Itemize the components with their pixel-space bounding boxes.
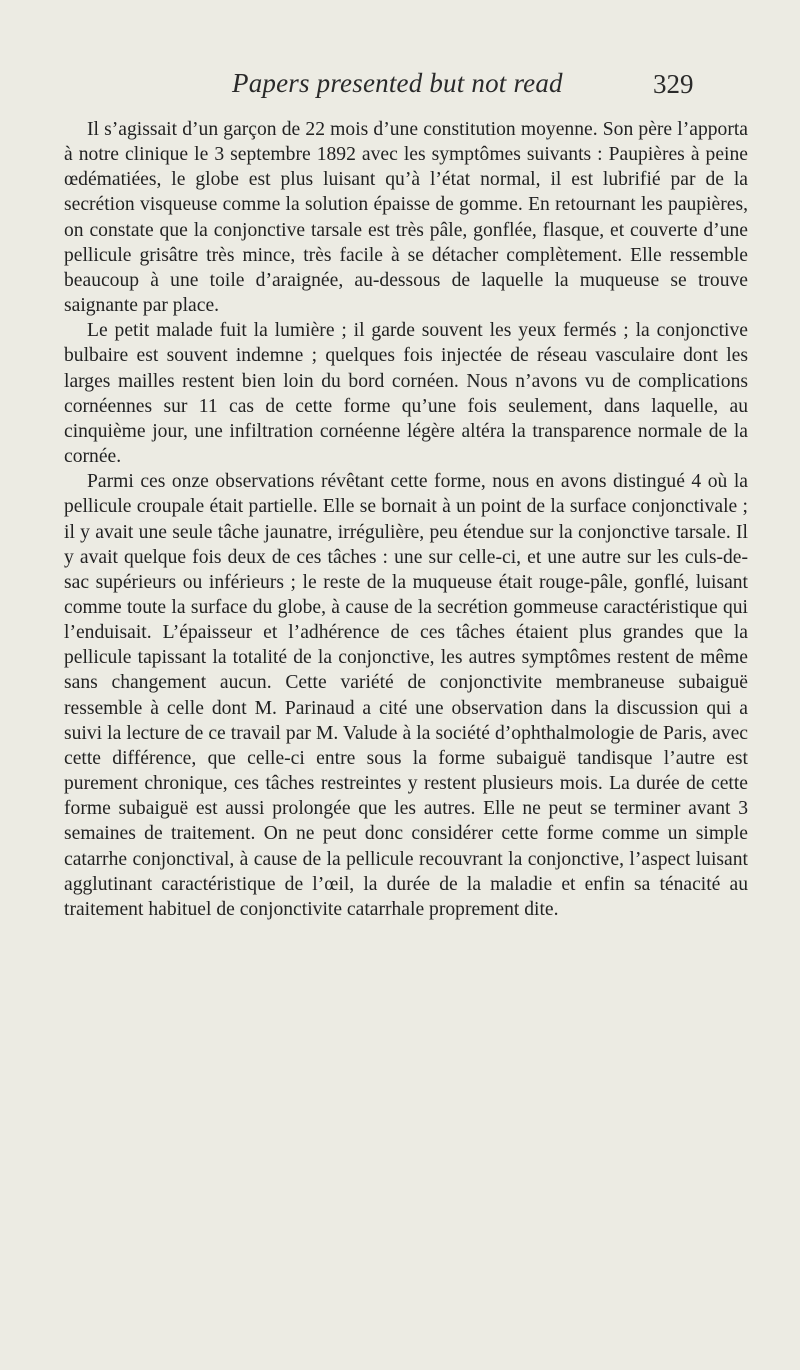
body-text — [64, 117, 748, 922]
paragraph-1: Il s’agissait d’un garçon de 22 mois d’une constitution moyenne. Son père l’apporta à notre clinique le 3 septembre 1892 avec les symptômes suivants : Paupières à peine œdématiées, le globe est plus luisant qu’à l’état normal, il est lubrifié par de la secrétion visqueuse comme la solution épaisse de gomme. En retournant les paupières, on constate que la conjonctive tarsale est très pâle, gonflée, flasque, et couverte d’une pellicule grisâtre très mince, très facile à se détacher complètement. Elle ressemble beaucoup à une toile d’araignée, au-dessous de laquelle la muqueuse se trouve saignante par place. — [64, 119, 748, 317]
paragraph-3: Parmi ces onze observations révêtant cette forme, nous en avons distingué 4 où la pellicule croupale était partielle. Elle se bornait à un point de la surface conjonctivale ; il y avait une seule tâche jaunatre, irrégulière, peu étendue sur la conjonctive tarsale. Il y avait quelque fois deux de ces tâches : une sur celle-ci, et une autre sur les culs-de-sac supérieurs ou inférieurs ; le reste de la muqueuse était rouge-pâle, gonflé, luisant comme toute la surface du globe, à cause de la secrétion gommeuse caractéristique qui l’enduisait. L’épaisseur et l’adhérence de ces tâches étaient plus grandes que la pellicule tapissant la totalité de la conjonctive, les autres symptômes restent de même sans changement aucun. Cette variété de conjonctivite membraneuse subaiguë ressemble à celle dont M. Parinaud a cité une observation dans la discussion qui a suivi la lecture de ce travail par M. Valude à la société d’ophthalmologie de Paris, avec cette différence, que celle-ci entre sous la forme subaiguë tandisque l’autre est purement chronique, ces tâches restreintes y restent plusieurs mois. La durée de cette forme subaiguë est aussi prolongée que les autres. Elle ne peut se terminer avant 3 semaines de traitement. On ne peut donc considérer cette forme comme un simple catarrhe conjonctival, à cause de la pellicule recouvrant la conjonctive, l’aspect luisant agglutinant caractéristique de l’œil, la durée de la maladie et enfin sa ténacité au traitement habituel de conjonctivite catarrhale proprement dite. — [64, 471, 748, 920]
page-header — [0, 68, 800, 108]
paragraph-2: Le petit malade fuit la lumière ; il garde souvent les yeux fermés ; la conjonctive bulbaire est souvent indemne ; quelques fois injectée de réseau vasculaire dont les larges mailles restent bien loin du bord cornéen. Nous n’avons vu de complications cornéennes sur 11 cas de cette forme qu’une fois seulement, dans laquelle, au cinquième jour, une infiltration cornéenne légère altéra la transparence normale de la cornée. — [64, 320, 748, 468]
page-number: 329 — [653, 69, 694, 99]
running-title: Papers presented but not read — [232, 68, 563, 98]
